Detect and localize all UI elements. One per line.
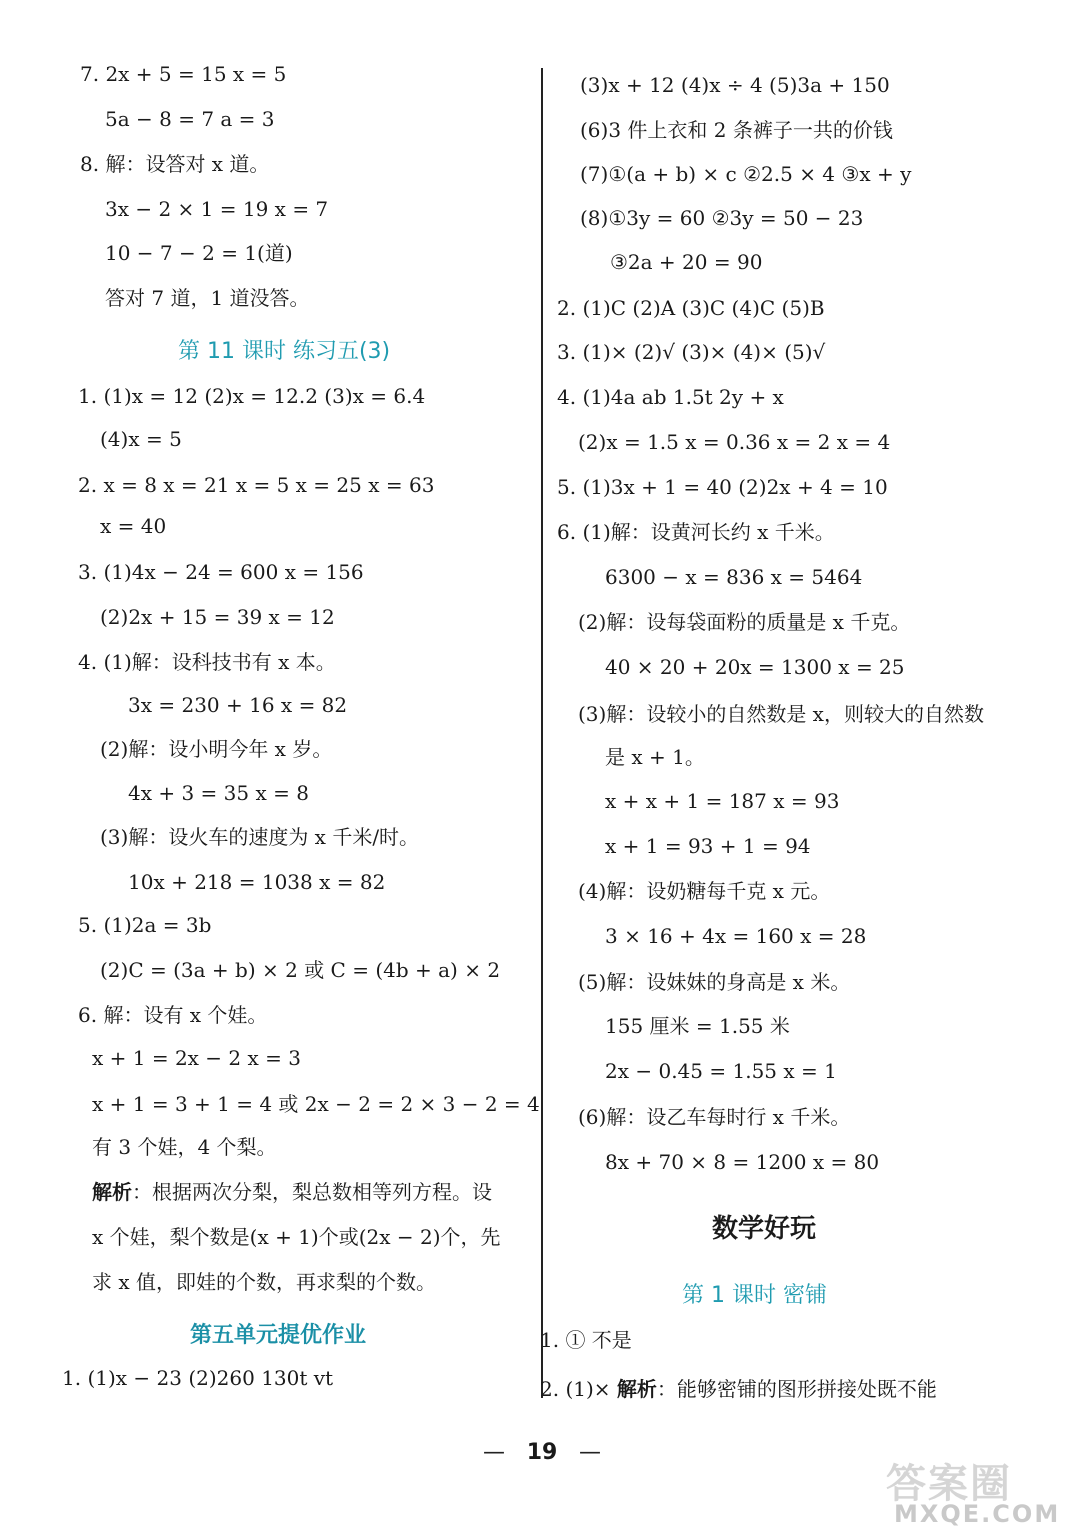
right-line-12: 6300 − x = 836 x = 5464: [605, 565, 863, 589]
right-line-27-answer: 2. (1)×: [540, 1377, 617, 1401]
section-heading-lesson-11: 第 11 课时 练习五(3): [178, 339, 391, 364]
left-line-8: (4)x = 5: [100, 427, 182, 451]
left-line-10: x = 40: [100, 514, 167, 538]
page-dash-right: —: [578, 1440, 601, 1465]
column-divider: [541, 68, 543, 1398]
analysis-label-2: 解析: [616, 1377, 657, 1401]
left-line-2: 5a − 8 = 7 a = 3: [105, 107, 275, 131]
right-line-4: (8)①3y = 60 ②3y = 50 − 23: [580, 206, 864, 230]
right-line-19: (4)解：设奶糖每千克 x 元。: [578, 879, 831, 903]
left-line-16: 4x + 3 = 35 x = 8: [128, 781, 309, 805]
right-line-23: 2x − 0.45 = 1.55 x = 1: [605, 1059, 837, 1083]
left-line-3: 8. 解：设答对 x 道。: [80, 152, 270, 176]
section-heading-math-fun: 数学好玩: [712, 1214, 817, 1244]
left-line-19: 5. (1)2a = 3b: [78, 913, 212, 937]
left-line-9: 2. x = 8 x = 21 x = 5 x = 25 x = 63: [78, 473, 435, 497]
section-heading-unit-5: 第五单元提优作业: [190, 1323, 367, 1348]
right-line-14: 40 × 20 + 20x = 1300 x = 25: [605, 655, 905, 679]
right-line-22: 155 厘米 = 1.55 米: [605, 1014, 790, 1038]
left-line-27: 求 x 值，即娃的个数，再求梨的个数。: [92, 1270, 436, 1294]
left-line-22: x + 1 = 2x − 2 x = 3: [92, 1046, 301, 1070]
left-line-14: 3x = 230 + 16 x = 82: [128, 693, 348, 717]
right-line-24: (6)解：设乙车每时行 x 千米。: [578, 1105, 851, 1129]
left-line-7: 1. (1)x = 12 (2)x = 12.2 (3)x = 6.4: [78, 384, 426, 408]
right-line-27: [540, 1377, 937, 1401]
watermark-bottom-text: MXQE.COM: [894, 1500, 1061, 1528]
watermark-top-text: 答案圈: [886, 1461, 1012, 1507]
left-line-13: 4. (1)解：设科技书有 x 本。: [78, 650, 336, 674]
right-line-1: (3)x + 12 (4)x ÷ 4 (5)3a + 150: [580, 73, 890, 97]
right-line-2: (6)3 件上衣和 2 条裤子一共的价钱: [580, 118, 893, 142]
right-line-7: 3. (1)× (2)√ (3)× (4)× (5)√: [557, 340, 826, 364]
left-line-15: (2)解：设小明今年 x 岁。: [100, 737, 333, 761]
left-line-5: 10 − 7 − 2 = 1(道): [105, 241, 293, 265]
section-heading-lesson-1: 第 1 课时 密铺: [682, 1283, 827, 1308]
right-line-9: (2)x = 1.5 x = 0.36 x = 2 x = 4: [578, 430, 891, 454]
right-line-5: ③2a + 20 = 90: [610, 250, 763, 274]
right-line-16: 是 x + 1。: [605, 745, 705, 769]
right-line-26: 1. ① 不是: [540, 1328, 632, 1352]
left-line-6: 答对 7 道，1 道没答。: [105, 286, 310, 310]
left-line-11: 3. (1)4x − 24 = 600 x = 156: [78, 560, 364, 584]
left-line-23: x + 1 = 3 + 1 = 4 或 2x − 2 = 2 × 3 − 2 = 4: [92, 1092, 540, 1116]
page-number-value: 19: [526, 1440, 558, 1465]
analysis-label: 解析: [92, 1180, 132, 1204]
right-line-17: x + x + 1 = 187 x = 93: [605, 789, 840, 813]
left-line-4: 3x − 2 × 1 = 19 x = 7: [105, 197, 329, 221]
analysis-text-1: ：根据两次分梨，梨总数相等列方程。设: [132, 1180, 492, 1204]
watermark-logo: [886, 1452, 1072, 1530]
right-line-21: (5)解：设妹妹的身高是 x 米。: [578, 970, 851, 994]
right-line-25: 8x + 70 × 8 = 1200 x = 80: [605, 1150, 880, 1174]
left-line-26: x 个娃，梨个数是(x + 1)个或(2x − 2)个，先: [92, 1225, 501, 1249]
page-dash-left: —: [483, 1440, 506, 1465]
left-line-25: [92, 1180, 492, 1204]
right-line-20: 3 × 16 + 4x = 160 x = 28: [605, 924, 867, 948]
left-line-28: 1. (1)x − 23 (2)260 130t vt: [62, 1366, 334, 1390]
left-line-12: (2)2x + 15 = 39 x = 12: [100, 605, 335, 629]
analysis-text-2: ：能够密铺的图形拼接处既不能: [656, 1377, 937, 1401]
right-line-10: 5. (1)3x + 1 = 40 (2)2x + 4 = 10: [557, 475, 888, 499]
right-line-8: 4. (1)4a ab 1.5t 2y + x: [557, 385, 784, 409]
left-line-21: 6. 解：设有 x 个娃。: [78, 1003, 268, 1027]
left-line-18: 10x + 218 = 1038 x = 82: [128, 870, 386, 894]
left-line-20: (2)C = (3a + b) × 2 或 C = (4b + a) × 2: [100, 958, 501, 982]
left-line-24: 有 3 个娃，4 个梨。: [92, 1135, 277, 1159]
right-line-11: 6. (1)解：设黄河长约 x 千米。: [557, 520, 835, 544]
right-line-13: (2)解：设每袋面粉的质量是 x 千克。: [578, 610, 911, 634]
right-line-6: 2. (1)C (2)A (3)C (4)C (5)B: [557, 296, 825, 320]
right-line-18: x + 1 = 93 + 1 = 94: [605, 834, 811, 858]
left-line-1: 7. 2x + 5 = 15 x = 5: [80, 62, 287, 86]
right-line-3: (7)①(a + b) × c ②2.5 × 4 ③x + y: [580, 162, 912, 186]
left-line-17: (3)解：设火车的速度为 x 千米/时。: [100, 825, 420, 849]
right-line-15: (3)解：设较小的自然数是 x，则较大的自然数: [578, 702, 984, 726]
